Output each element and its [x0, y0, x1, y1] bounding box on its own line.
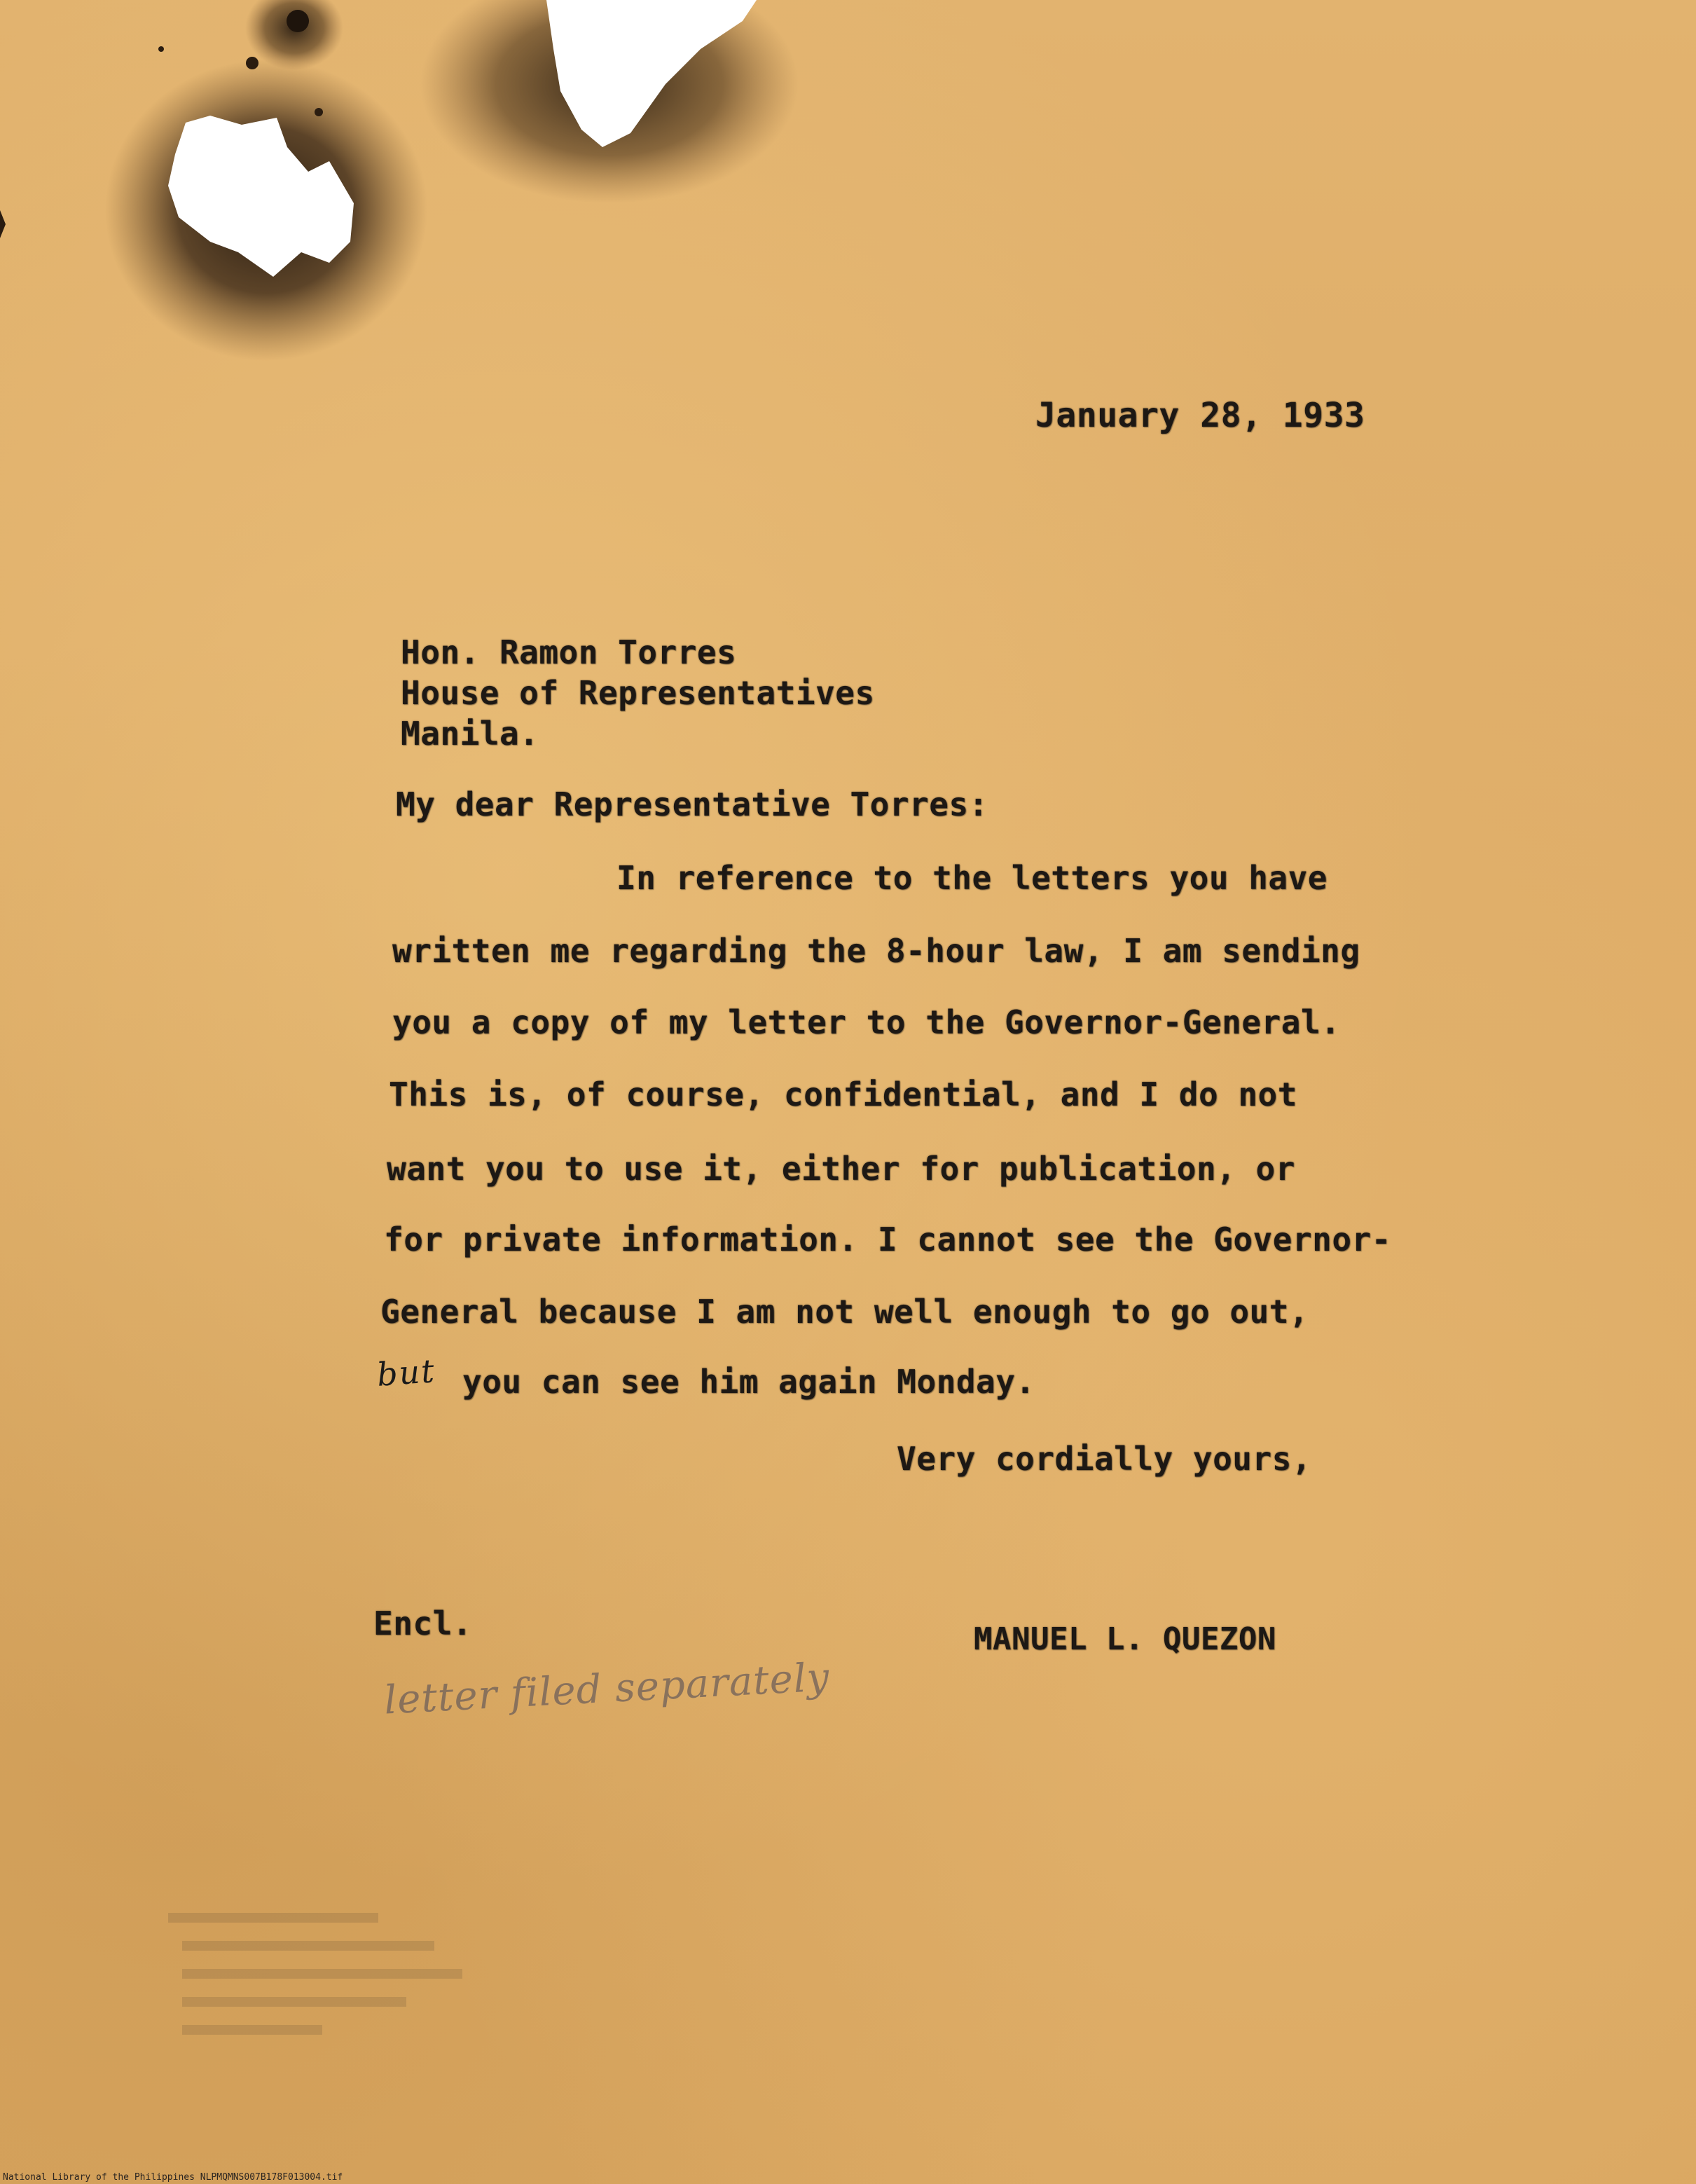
body-line: In reference to the letters you have: [616, 859, 1328, 897]
body-line: you can see him again Monday.: [462, 1363, 1035, 1401]
body-line: This is, of course, confidential, and I do not: [389, 1076, 1297, 1113]
signature-name: MANUEL L. QUEZON: [974, 1621, 1276, 1657]
recipient-name: Hon. Ramon Torres: [401, 633, 737, 671]
body-line: for private information. I cannot see the Governor-: [384, 1221, 1391, 1258]
body-line: you a copy of my letter to the Governor-General.: [392, 1003, 1341, 1041]
recipient-city: Manila.: [401, 715, 539, 753]
burn-damage: [0, 0, 1696, 420]
closing: Very cordially yours,: [897, 1440, 1312, 1478]
body-line: written me regarding the 8-hour law, I am sending: [392, 932, 1360, 970]
archive-credit: National Library of the Philippines NLPMQMNS007B178F013004.tif: [3, 2172, 343, 2183]
body-line: General because I am not well enough to go out,: [380, 1293, 1309, 1331]
recipient-organization: House of Representatives: [401, 674, 875, 712]
body-line: want you to use it, either for publication, or: [387, 1150, 1295, 1188]
enclosure-note: Encl.: [373, 1605, 472, 1642]
handwritten-insert: but: [375, 1352, 437, 1394]
bleed-through-text: [154, 1906, 490, 2046]
salutation: My dear Representative Torres:: [396, 785, 988, 823]
handwritten-note: letter filed separately: [382, 1654, 831, 1724]
letter-date: January 28, 1933: [1035, 396, 1365, 435]
